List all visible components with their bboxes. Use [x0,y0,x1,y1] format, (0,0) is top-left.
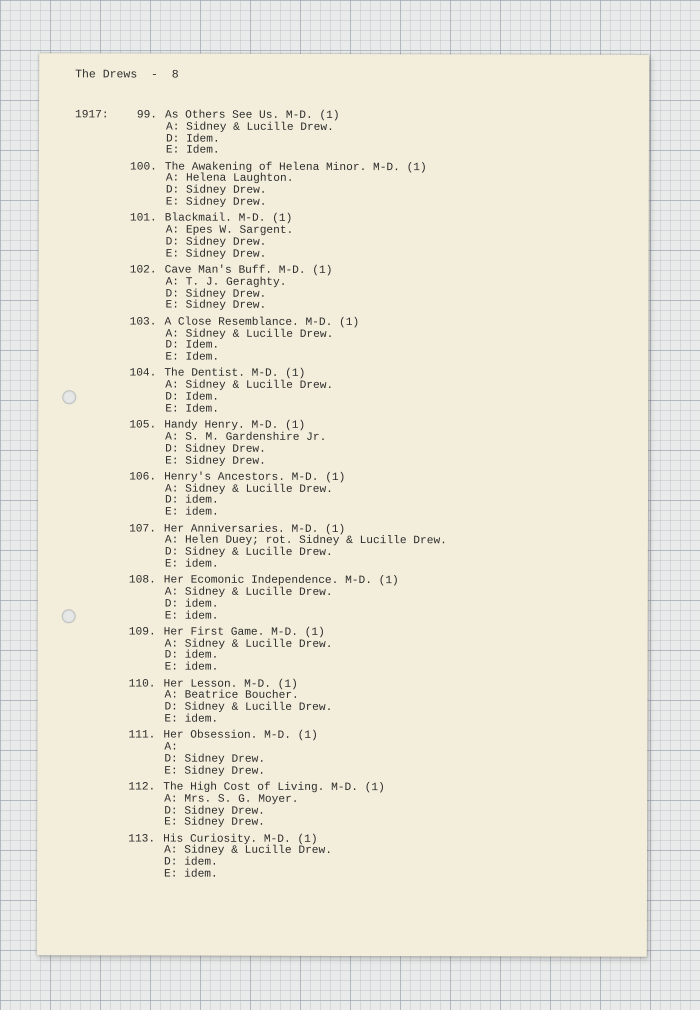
entry-editor: E: idem. [164,610,219,623]
entry-details [165,162,635,210]
year-spacer [74,575,124,622]
entry-author: A: Sidney & Lucille Drew. [165,483,333,496]
typed-page [37,53,649,957]
entry-title: His Curiosity. M-D. (1) [163,833,318,846]
film-entry [74,317,634,366]
page-header: The Drews - 8 [75,68,179,82]
entry-title: Her First Game. M-D. (1) [163,626,325,639]
entry-number: 101. [129,212,157,225]
year-spacer [73,782,123,829]
entry-title: Her Lesson. M-D. (1) [163,678,298,691]
entry-details [163,731,633,779]
year-spacer [74,369,124,416]
entry-number: 99. [136,109,158,122]
entry-director: D: Sidney Drew. [164,753,266,766]
entry-details [164,369,634,417]
entry-title: Her Obsession. M-D. (1) [163,729,318,743]
entry-author: A: Sidney & Lucille Drew. [165,328,334,341]
film-entry [75,265,635,314]
film-entry [73,782,633,831]
entry-author: A: Sidney & Lucille Drew. [164,844,332,858]
entry-editor: E: idem. [164,868,218,881]
entry-number: 106. [129,471,157,484]
entry-director: D: idem. [164,650,219,663]
entry-title: The High Cost of Living. M-D. (1) [163,781,385,795]
entry-director: D: idem. [164,856,218,869]
entry-details [164,421,634,469]
year-spacer [73,834,123,881]
entry-title: As Others See Us. M-D. (1) [165,109,340,122]
year-label: 1917: [75,109,109,122]
entry-director: D: Sidney & Lucille Drew. [164,701,333,715]
year-spacer [73,679,123,726]
year-spacer [74,317,124,364]
entry-editor: E: Sidney Drew. [165,299,267,313]
film-entry [75,214,635,263]
entry-director: D: Sidney Drew. [165,236,267,249]
entry-author: A: [164,741,178,754]
film-entry [74,420,634,469]
entry-editor: E: Sidney Drew. [164,816,265,830]
entry-number: 112. [128,781,156,794]
entry-editor: E: Idem. [165,144,220,158]
film-entry [73,679,633,728]
year-spacer [75,214,125,261]
year-spacer [74,627,124,674]
year-spacer [75,265,125,312]
entry-director: D: Sidney Drew. [164,805,265,818]
entry-details [165,214,635,262]
entry-title: The Awakening of Helena Minor. M-D. (1) [164,161,427,174]
entry-details [163,782,633,830]
entry-author: A: Helena Laughton. [165,173,294,186]
entry-author: A: Sidney & Lucille Drew. [165,379,334,393]
entry-number: 100. [130,161,157,174]
filmography-list [73,110,635,887]
entry-details [164,472,634,520]
entry-details [164,524,634,572]
entry-author: A: Sidney & Lucille Drew. [164,586,333,599]
entry-editor: E: Sidney Drew. [164,765,266,778]
entry-editor: E: idem. [164,558,219,571]
entry-author: A: Helen Duey; rot. Sidney & Lucille Drew. [164,534,447,548]
entry-director: D: Sidney Drew. [165,184,267,198]
entry-title: Her Ecomonic Independence. M-D. (1) [163,574,399,588]
entry-director: D: idem. [164,598,219,611]
entry-editor: E: Idem. [165,351,220,364]
entry-details [164,576,634,624]
entry-number: 105. [129,419,157,432]
film-entry [75,162,635,211]
entry-title: The Dentist. M-D. (1) [164,367,306,381]
year-spacer [74,472,124,519]
entry-editor: E: Sidney Drew. [165,248,267,261]
entry-number: 113. [128,833,156,846]
entry-director: D: Idem. [165,391,220,404]
entry-director: D: Sidney Drew. [165,288,267,301]
entry-author: A: S. M. Gardenshire Jr. [165,431,327,444]
entry-title: Handy Henry. M-D. (1) [164,419,306,433]
entry-editor: E: Sidney Drew. [165,455,266,468]
film-entry [75,110,635,159]
entry-author: A: Mrs. S. G. Moyer. [164,793,299,806]
film-entry [74,575,634,624]
entry-director: D: Idem. [165,133,220,146]
entry-author: A: Epes W. Sargent. [165,224,294,238]
entry-number: 103. [129,316,157,329]
entry-number: 110. [128,678,156,691]
entry-number: 108. [128,574,156,587]
entry-number: 104. [129,367,157,380]
entry-details [165,266,635,314]
entry-editor: E: Idem. [165,403,219,416]
film-entry [73,731,633,780]
film-entry [74,627,634,676]
entry-editor: E: Sidney Drew. [165,196,267,209]
entry-title: Blackmail. M-D. (1) [164,212,293,226]
entry-author: A: Sidney & Lucille Drew. [165,121,334,134]
entry-author: A: Beatrice Boucher. [164,689,299,703]
entry-director: D: idem. [164,494,219,508]
year-spacer [74,524,124,571]
entry-editor: E: idem. [164,713,219,726]
entry-director: D: Sidney Drew. [165,443,266,456]
entry-title: Her Anniversaries. M-D. (1) [163,523,346,536]
entry-details [163,679,633,727]
year-spacer [73,731,123,778]
entry-details [165,111,635,159]
entry-details [164,627,634,675]
entry-title: Henry's Ancestors. M-D. (1) [164,471,346,484]
entry-editor: E: idem. [164,661,219,674]
year-spacer [74,420,124,467]
year-spacer [75,162,125,209]
film-entry [74,524,634,573]
entry-details [164,317,634,365]
entry-details [163,834,633,882]
entry-director: D: Sidney & Lucille Drew. [164,546,333,560]
entry-author: A: Sidney & Lucille Drew. [164,638,333,651]
entry-title: Cave Man's Buff. M-D. (1) [164,264,333,278]
entry-number: 107. [129,522,156,536]
film-entry [74,369,634,418]
entry-editor: E: idem. [164,506,219,519]
entry-number: 111. [128,729,156,742]
entry-number: 109. [128,626,156,639]
entry-author: A: T. J. Geraghty. [165,276,287,289]
entry-title: A Close Resemblance. M-D. (1) [164,316,360,329]
film-entry [73,834,633,883]
entry-director: D: Idem. [165,339,220,353]
entry-number: 102. [129,264,157,277]
film-entry [74,472,634,521]
